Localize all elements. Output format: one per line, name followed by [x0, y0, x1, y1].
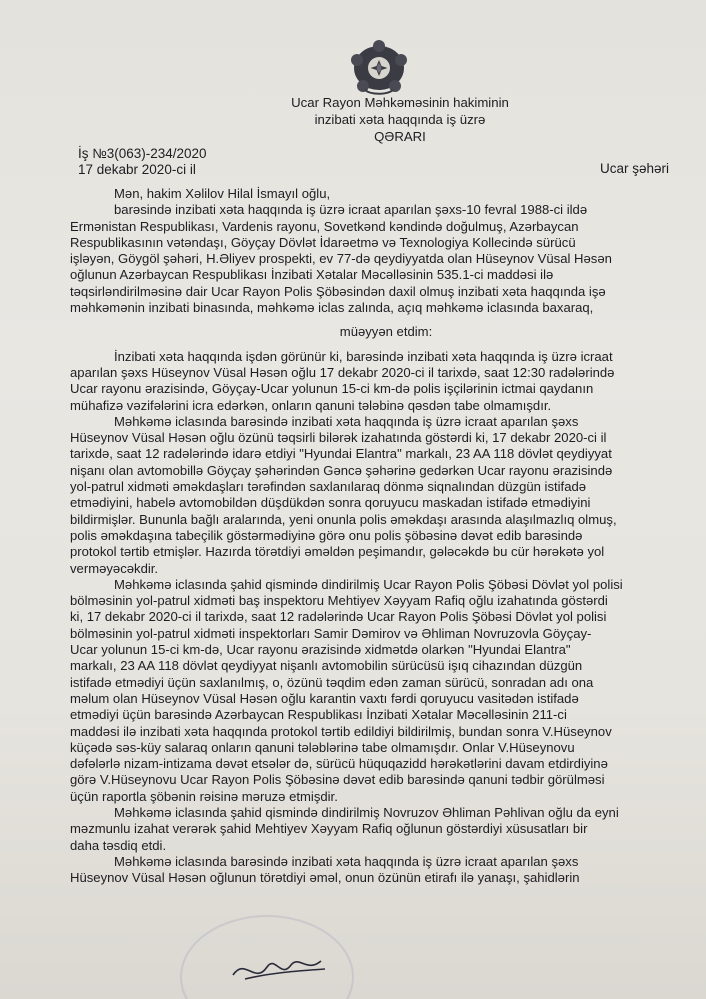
body-line: yol-patrul xidməti əməkdaşları tərəfindən saxlanılaraq dönmə siqnalından düzgün istifadə — [70, 479, 587, 495]
judge-signature — [225, 945, 335, 990]
body-line: təqsirləndirilməsinə dair Ucar Rayon Polis Şöbəsindən daxil olmuş inzibati xəta haqqında işə — [70, 283, 606, 299]
case-date: 17 dekabr 2020-ci il — [78, 162, 196, 177]
body-line: küçədə səs-küy salaraq onların qanuni tələblərinə tabe olmamışdır. Onlar V.Hüseynovu — [70, 739, 575, 755]
body-line: tarixdə, saat 12 radələrində idarə etdiyi "Hyundai Elantra" markalı, 23 AA 118 dövlət qeydiyyat — [70, 446, 612, 462]
body-line: protokol tərtib etmişlər. Hazırda törətdiyi əməldən peşimandır, gələcəkdə bu cür hərəkətə yol — [70, 544, 605, 560]
body-line: bölməsinin yol-patrul xidməti baş inspektoru Mehtiyev Xəyyam Rafiq oğlu izahatında göstərdi — [70, 593, 608, 609]
body-line: Ucar yolunun 15-ci km-də, Ucar rayonu ərazisində xidmətdə olarkən "Hyundai Elantra" — [70, 642, 571, 658]
body-line: dəfələrlə nizam-intizama dəvət etsələr də, sürücü hüquqazidd hərəkətlərini davam etdirdiyinə — [70, 756, 608, 772]
body-line: işləyən, Göygöl şəhəri, H.Əliyev prospekti, ev 77-də qeydiyyatda olan Hüseynov Vüsal Həsən — [70, 251, 612, 267]
paragraph-gap — [70, 316, 702, 324]
body-line: Hüseynov Vüsal Həsən oğlunun törətdiyi əməl, onun özünün etirafı ilə yanaşı, şahidlərin — [70, 870, 580, 886]
body-line: bildirmişlər. Bununla bağlı aralarında, yeni onunla polis əməkdaşı arasında alaşılmazlıq olmuş, — [70, 511, 617, 527]
body-line: görə V.Hüseynovu Ucar Rayon Polis Şöbəsinə dəvət edib barəsində qanuni tədbir görülməsi — [70, 772, 605, 788]
court-title-line1: Ucar Rayon Məhkəməsinin hakiminin — [291, 95, 509, 110]
body-line: aparılan şəxs Hüseynov Vüsal Həsən oğlu 17 dekabr 2020-ci il tarixdə, saat 12:30 radələrində — [70, 364, 615, 380]
body-line: markalı, 23 AA 118 dövlət qeydiyyat nişanlı avtomobilin sürücüsü işıq cihazından düzgün — [70, 658, 583, 674]
body-line: Məhkəmə iclasında şahid qismində dindirilmiş Ucar Rayon Polis Şöbəsi Dövlət yol polisi — [114, 576, 623, 592]
body-line: məlum olan Hüseynov Vüsal Həsən oğlu karantin vaxtı fərdi qoruyucu vasitədən istifadə — [70, 690, 579, 706]
body-line: oğlunun Azərbaycan Respublikası İnzibati Xətalar Məcəlləsinin 535.1-ci maddəsi ilə — [70, 267, 554, 283]
body-line: polis əməkdaşına tabeçilik göstərmədiyinə görə onu polis şöbəsinə dəvət edib barəsində — [70, 527, 583, 543]
paragraph-gap — [70, 341, 702, 349]
body-line: Məhkəmə iclasında şahid qismində dindirilmiş Novruzov Əhliman Pəhlivan oğlu da eyni — [114, 804, 619, 820]
body-line: Ermənistan Respublikası, Vardenis rayonu, Sovetkənd kəndində doğulmuş, Azərbaycan — [70, 218, 579, 234]
decision-body — [70, 186, 702, 886]
case-city: Ucar şəhəri — [600, 161, 670, 176]
body-line: Hüseynov Vüsal Həsən oğlu özünü təqsirli bilərək izahatında göstərdi ki, 17 dekabr 2020-ci il — [70, 430, 607, 446]
body-line: mühafizə vəzifələrini icra edərkən, onların qanuni tələbinə qəsdən tabe olmamışdır. — [70, 397, 552, 413]
state-emblem-icon — [343, 38, 415, 98]
body-line: barəsində inzibati xəta haqqında iş üzrə icraat aparılan şəxs-10 fevral 1988-ci ildə — [114, 202, 588, 218]
court-title-line2: inzibati xəta haqqında iş üzrə — [314, 112, 486, 127]
body-line: daha təsdiq etdi. — [70, 837, 167, 853]
body-line: Ucar rayonu ərazisində, Göyçay-Ucar yolunun 15-ci km-də polis işçilərinin ictmai qaydanın — [70, 381, 594, 397]
body-line: nişanı olan avtomobillə Göyçay şəhərindən Gəncə şəhərinə gedərkən Ucar rayonu ərazisində — [70, 462, 613, 478]
body-line: etmədiyini, habelə avtomobildən düşdükdən sonra qoruyucu maskadan istifadə etmədiyini — [70, 495, 591, 511]
body-line: bölməsinin yol-patrul xidməti inspektorları Samir Dəmirov və Əhliman Novruzovla Göyçay- — [70, 625, 592, 641]
case-meta — [78, 146, 207, 178]
body-line: etmədiyi üçün barəsində Azərbaycan Respublikası İnzibati Xətalar Məcəlləsinin 211-ci — [70, 707, 567, 723]
body-line: Məhkəmə iclasında barəsində inzibati xəta haqqında iş üzrə icraat aparılan şəxs — [114, 853, 579, 869]
body-line: istifadə etmədiyi üçün saxlanılmış, o, özünü təqdim edən zaman sürücü, sonradan adı ona — [70, 674, 594, 690]
decision-title: QƏRARI — [374, 129, 426, 144]
body-line: ki, 17 dekabr 2020-ci il tarixdə, saat 12 radələrində Ucar Rayon Polis Şöbəsi Dövlət yol polisi — [70, 609, 607, 625]
body-line: Respublikasının vətəndaşı, Göyçay Dövlət İdarəetmə və Texnologiya Kollecində sürücü — [70, 234, 576, 250]
body-line: maddəsi ilə inzibati xəta haqqında protokol tərtib edildiyi bildirilmiş, bundan sonra V.Hüseynov — [70, 723, 612, 739]
court-header — [270, 94, 530, 145]
section-heading: müəyyən etdim: — [339, 324, 433, 340]
body-line: Mən, hakim Xəlilov Hilal İsmayıl oğlu, — [114, 186, 331, 201]
body-line: İnzibati xəta haqqında işdən görünür ki, barəsində inzibati xəta haqqında iş üzrə icraat — [114, 348, 613, 364]
body-line: Məhkəmə iclasında barəsində inzibati xəta haqqında iş üzrə icraat aparılan şəxs — [114, 413, 579, 429]
case-number: İş №3(063)-234/2020 — [78, 146, 207, 161]
body-line: üçün raportla şöbənin rəisinə məruzə etmişdir. — [70, 788, 338, 804]
body-line: məhkəmənin inzibati binasında, məhkəmə iclas zalında, açıq məhkəmə iclasında baxaraq, — [70, 300, 594, 316]
body-line: məzmunlu izahat verərək şahid Mehtiyev Xəyyam Rafiq oğlunun göstərdiyi xüsusatları bir — [70, 821, 588, 837]
body-line: verməyəcəkdir. — [70, 560, 159, 576]
state-emblem-graphic — [343, 38, 415, 98]
